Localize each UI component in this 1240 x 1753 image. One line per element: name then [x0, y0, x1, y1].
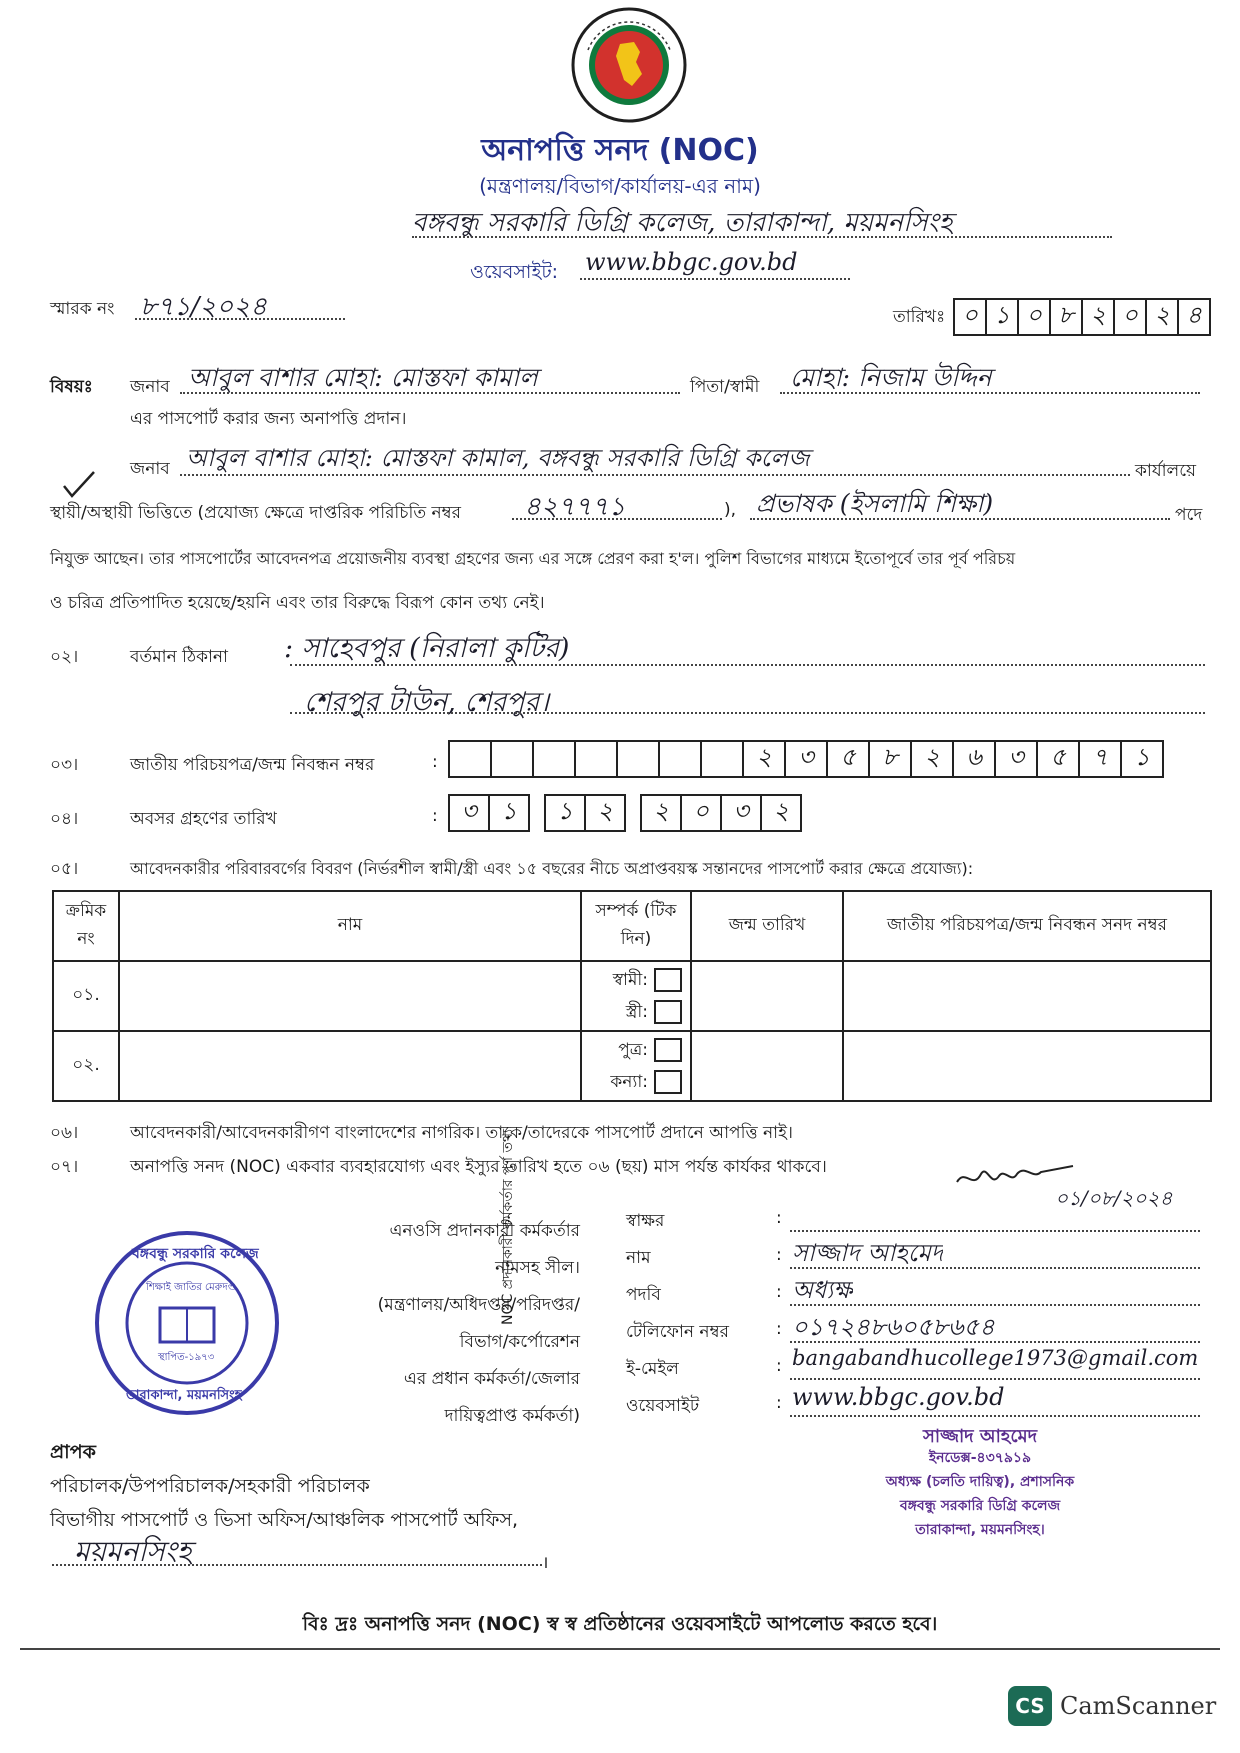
row-name-cell — [119, 1031, 581, 1101]
officer-field-label: পদবি — [626, 1285, 661, 1305]
header-dob: জন্ম তারিখ — [691, 891, 843, 961]
retirement-date-group — [448, 794, 530, 832]
relation-son-label: পুত্র: — [618, 1040, 648, 1060]
nid-digit-box: ৫ — [1038, 740, 1080, 778]
item02-num: ০২। — [50, 647, 79, 667]
officer-field-label: টেলিফোন নম্বর — [626, 1322, 729, 1342]
stamp-line: ইনডেক্স-৪৩৭৯১৯ — [928, 1450, 1032, 1466]
officer-field-value: www.bbgc.gov.bd — [792, 1383, 1005, 1411]
officer-field-colon: : — [776, 1319, 782, 1339]
nid-digit-box: ৮ — [870, 740, 912, 778]
row-relation-cell — [581, 1031, 691, 1101]
nid-digit-box — [576, 740, 618, 778]
item03-num: ০৩। — [50, 755, 79, 775]
row-serial: ০২. — [53, 1031, 119, 1101]
item07-num: ০৭। — [50, 1157, 79, 1177]
header-serial: ক্রমিক নং — [53, 891, 119, 961]
subject-label: বিষয়ঃ — [50, 377, 93, 397]
date-digit-box: ১ — [987, 298, 1019, 336]
retirement-digit-box: ২ — [762, 794, 802, 832]
officer-field-label: ই-মেইল — [626, 1359, 679, 1379]
item06-text: আবেদনকারী/আবেদনকারীগণ বাংলাদেশের নাগরিক। তাকে/তাদেরকে পাসপোর্ট প্রদানে আপত্তি নাই। — [130, 1123, 794, 1143]
officer-field-colon: : — [776, 1356, 782, 1376]
seal-inner-text: শিক্ষাই জাতির মেরুদণ্ড — [146, 1282, 237, 1293]
seal-bottom-text: তারাকান্দা, ময়মনসিংহ — [126, 1388, 242, 1403]
item02-label: বর্তমান ঠিকানা — [130, 647, 228, 667]
table-row — [53, 1031, 1211, 1101]
document-subtitle: (মন্ত্রণালয়/বিভাগ/কার্যালয়-এর নাম) — [479, 174, 761, 198]
paren-close: ), — [724, 500, 737, 520]
nid-number-boxes — [448, 740, 1164, 778]
retirement-digit-box: ০ — [682, 794, 722, 832]
body-para2: ও চরিত্র প্রতিপাদিত হয়েছে/হয়নি এবং তার বিরুদ্ধে বিরূপ কোন তথ্য নেই। — [50, 593, 545, 613]
header-nid: জাতীয় পরিচয়পত্র/জন্ম নিবন্ধন সনদ নম্বর — [843, 891, 1211, 961]
seal-outer-text: বঙ্গবন্ধু সরকারি কলেজ — [132, 1246, 259, 1262]
row-nid-cell — [843, 961, 1211, 1031]
stamp-line: বঙ্গবন্ধু সরকারি ডিগ্রি কলেজ — [899, 1498, 1061, 1514]
current-address-line2: শেরপুর টাউন, শেরপুর। — [304, 687, 550, 718]
body-para1: নিযুক্ত আছেন। তার পাসপোর্টের আবেদনপত্র প্রয়োজনীয় ব্যবস্থা গ্রহণের জন্য এর সঙ্গে প্রেরণ করা হ'ল। পুলিশ বিভাগের মাধ্যমে ইতোপূর্বে তার পূর্ব পরিচয় — [50, 549, 1016, 568]
recipient-line2: বিভাগীয় পাসপোর্ট ও ভিসা অফিস/আঞ্চলিক পাসপোর্ট অফিস, — [50, 1509, 519, 1531]
item05-text: আবেদনকারীর পরিবারবর্গের বিবরণ (নির্ভরশীল স্বামী/স্ত্রী এবং ১৫ বছরের নীচে অপ্রাপ্তবয়স্ক সন্তানদের পাসপোর্ট করার ক্ষেত্রে প্রযোজ্য): — [130, 859, 974, 878]
nid-digit-box: ৫ — [828, 740, 870, 778]
camscanner-text: CamScanner — [1060, 1692, 1217, 1720]
row-dob-cell — [691, 961, 843, 1031]
officer-caption-line: বিভাগ/কর্পোরেশন — [459, 1332, 580, 1352]
retirement-digit-box: ৩ — [448, 794, 490, 832]
stamp-line: তারাকান্দা, ময়মনসিংহ। — [915, 1522, 1045, 1538]
body-line2-prefix: স্থায়ী/অস্থায়ী ভিত্তিতে (প্রযোজ্য ক্ষেত্রে দাপ্তরিক পরিচিতি নম্বর — [50, 503, 462, 523]
current-address-line1: : সাহেবপুর (নিরালা কুটির) — [284, 633, 570, 664]
nid-digit-box — [492, 740, 534, 778]
retirement-digit-box: ৩ — [722, 794, 762, 832]
header-relation: সম্পর্ক (টিক দিন) — [581, 891, 691, 961]
husband-checkbox[interactable] — [654, 968, 682, 992]
relation-husband-label: স্বামী: — [612, 970, 648, 990]
stamp-line: সাজ্জাদ আহমেদ — [922, 1426, 1038, 1447]
date-digit-box: ৪ — [1179, 298, 1211, 336]
officer-field-colon: : — [776, 1393, 782, 1413]
officer-field-colon: : — [776, 1245, 782, 1265]
nid-digit-box — [618, 740, 660, 778]
officer-field-colon: : — [776, 1282, 782, 1302]
row-relation-cell — [581, 961, 691, 1031]
wife-checkbox[interactable] — [654, 1000, 682, 1024]
date-digit-box: ২ — [1083, 298, 1115, 336]
tick-mark — [62, 470, 96, 502]
item04-colon: : — [432, 806, 438, 826]
officer-field-label: নাম — [626, 1248, 651, 1268]
date-digit-box: ০ — [953, 298, 987, 336]
retirement-digit-box: ১ — [544, 794, 586, 832]
document-title: অনাপত্তি সনদ (NOC) — [481, 133, 759, 168]
applicant-name: আবুল বাশার মোহা: মোস্তফা কামাল — [188, 363, 538, 392]
nid-digit-box: ৭ — [1080, 740, 1122, 778]
family-table-header — [53, 891, 1211, 961]
nid-digit-box: ২ — [912, 740, 954, 778]
date-digit-box: ২ — [1147, 298, 1179, 336]
officer-caption-line: দায়িত্বপ্রাপ্ত কর্মকর্তা) — [444, 1406, 580, 1426]
officer-caption-line: (মন্ত্রণালয়/অধিদপ্তর/পরিদপ্তর/ — [377, 1295, 580, 1315]
government-emblem — [570, 6, 688, 124]
daughter-checkbox[interactable] — [654, 1070, 682, 1094]
nid-digit-box — [660, 740, 702, 778]
item06-num: ০৬। — [50, 1123, 79, 1143]
designation: প্রভাষক (ইসলামি শিক্ষা) — [756, 489, 994, 518]
recipient-end: । — [542, 1553, 549, 1573]
item07-text: অনাপত্তি সনদ (NOC) একবার ব্যবহারযোগ্য এবং ইস্যুর তারিখ হতে ০৬ (ছয়) মাস পর্যন্ত কার্যকর থাকবে। — [130, 1157, 827, 1177]
officer-field-value: অধ্যক্ষ — [792, 1276, 853, 1304]
date-label: তারিখঃ — [893, 307, 946, 327]
date-digit-box: ০ — [1019, 298, 1051, 336]
recipient-heading: প্রাপক — [50, 1441, 96, 1463]
nid-digit-box: ৬ — [954, 740, 996, 778]
memo-label: স্মারক নং — [50, 299, 115, 319]
son-checkbox[interactable] — [654, 1038, 682, 1062]
item03-colon: : — [432, 752, 438, 772]
table-row — [53, 961, 1211, 1031]
officer-field-colon: : — [776, 1208, 782, 1228]
body-name-office: আবুল বাশার মোহা: মোস্তফা কামাল, বঙ্গবন্ধু সরকারি ডিগ্রি কলেজ — [186, 444, 810, 472]
nid-digit-box: ৩ — [786, 740, 828, 778]
item04-num: ০৪। — [50, 809, 79, 829]
retirement-date-boxes — [448, 794, 816, 832]
officer-field-value: সাজ্জাদ আহমেদ — [792, 1239, 944, 1267]
date-digit-box: ০ — [1115, 298, 1147, 336]
father-label: পিতা/স্বামী — [690, 377, 760, 397]
recipient-city: ময়মনসিংহ — [74, 1535, 192, 1568]
nid-digit-box: ১ — [1122, 740, 1164, 778]
website-label: ওয়েবসাইট: — [470, 261, 559, 283]
date-digit-box: ৮ — [1051, 298, 1083, 336]
stamp-line: অধ্যক্ষ (চলতি দায়িত্ব), প্রশাসনিক — [885, 1474, 1075, 1490]
official-id-number: ৪২৭৭৭১ — [524, 492, 626, 522]
nid-digit-box — [448, 740, 492, 778]
nid-digit-box: ২ — [744, 740, 786, 778]
footer-note: বিঃ দ্রঃ অনাপত্তি সনদ (NOC) স্ব স্ব প্রতিষ্ঠানের ওয়েবসাইটে আপলোড করতে হবে। — [302, 1613, 938, 1635]
retirement-date-group — [544, 794, 626, 832]
officer-caption-line: এর প্রধান কর্মকর্তা/জেলার — [403, 1369, 580, 1389]
header-name: নাম — [119, 891, 581, 961]
item03-label: জাতীয় পরিচয়পত্র/জন্ম নিবন্ধন নম্বর — [130, 755, 375, 775]
retirement-digit-box: ১ — [490, 794, 530, 832]
family-table — [52, 890, 1212, 1102]
officer-field-value: bangabandhucollege1973@gmail.com — [792, 1346, 1199, 1370]
signature-date: ০১/০৮/২০২৪ — [1055, 1186, 1173, 1210]
body-line2-suffix: পদে — [1175, 505, 1203, 525]
subject-line2: এর পাসপোর্ট করার জন্য অনাপত্তি প্রদান। — [130, 409, 407, 429]
college-seal — [92, 1228, 282, 1418]
camscanner-logo-text: CS — [1015, 1694, 1045, 1718]
father-name: মোহা: নিজাম উদ্দিন — [790, 363, 992, 392]
row-name-cell — [119, 961, 581, 1031]
item04-label: অবসর গ্রহণের তারিখ — [130, 809, 277, 829]
retirement-date-group — [640, 794, 802, 832]
officer-field-value: ০১৭২৪৮৬০৫৮৬৫৪ — [792, 1313, 995, 1341]
office-suffix: কার্যালয়ে — [1135, 461, 1197, 481]
footer-divider — [20, 1648, 1220, 1650]
issue-date-boxes — [953, 298, 1211, 336]
officer-caption-line: এনওসি প্রদানকারী কর্মকর্তার — [389, 1221, 580, 1241]
officer-caption-line: নামসহ সীল। — [495, 1258, 580, 1278]
row-nid-cell — [843, 1031, 1211, 1101]
seal-est: স্থাপিত-১৯৭৩ — [158, 1352, 215, 1363]
body-janab: জনাব — [130, 459, 170, 479]
recipient-line1: পরিচালক/উপপরিচালক/সহকারী পরিচালক — [50, 1475, 370, 1497]
relation-wife-label: স্ত্রী: — [625, 1002, 648, 1022]
nid-digit-box: ৩ — [996, 740, 1038, 778]
camscanner-logo — [1008, 1686, 1052, 1726]
nid-digit-box — [702, 740, 744, 778]
row-dob-cell — [691, 1031, 843, 1101]
retirement-digit-box: ২ — [586, 794, 626, 832]
item05-num: ০৫। — [50, 859, 79, 879]
officer-field-label: ওয়েবসাইট — [626, 1396, 700, 1416]
subject-janab: জনাব — [130, 377, 170, 397]
memo-number: ৮৭১/২০২৪ — [140, 292, 267, 322]
website-value: www.bbgc.gov.bd — [585, 248, 798, 276]
relation-daughter-label: কন্যা: — [610, 1072, 648, 1092]
retirement-digit-box: ২ — [640, 794, 682, 832]
officer-field-label: স্বাক্ষর — [626, 1211, 665, 1231]
nid-digit-box — [534, 740, 576, 778]
row-serial: ০১. — [53, 961, 119, 1031]
office-name: বঙ্গবন্ধু সরকারি ডিগ্রি কলেজ, তারাকান্দা, ময়মনসিংহ — [412, 208, 953, 238]
